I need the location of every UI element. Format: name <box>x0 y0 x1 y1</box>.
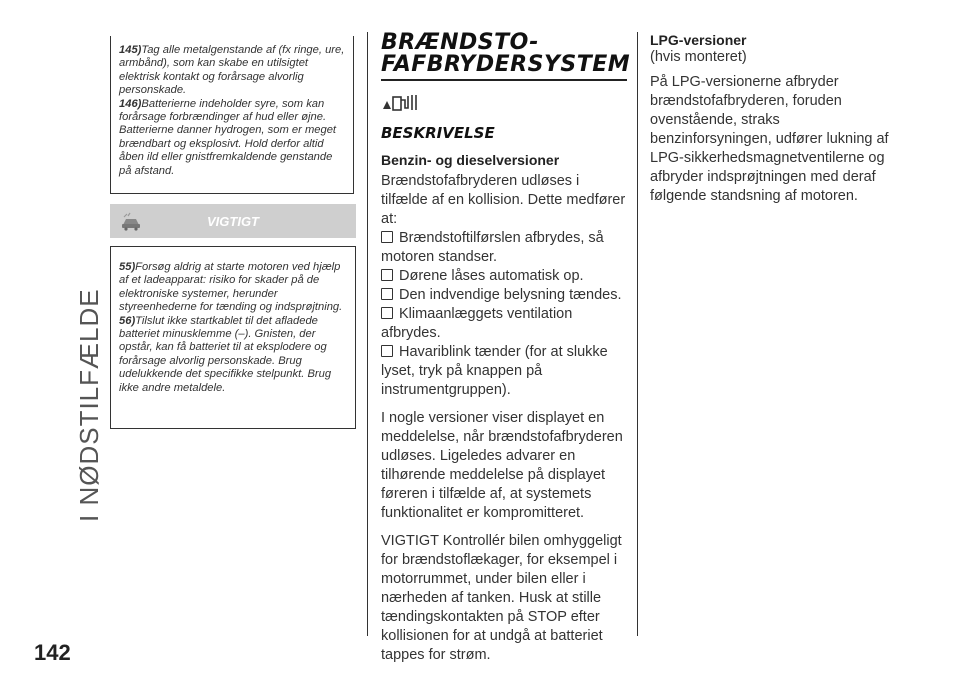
warning-header <box>110 204 356 238</box>
note-56 <box>119 315 347 395</box>
checkbox-bullet-icon <box>381 269 393 281</box>
note-text: Tag alle metalgenstande af (fx ringe, ure, armbånd), som kan skabe en utilsigtet elektrisk kontakt og forårsage alvorlig personskade. <box>119 44 345 97</box>
list-item <box>381 343 627 400</box>
list-item-text: Den indvendige belysning tændes. <box>399 287 622 303</box>
notes-box-bottom <box>110 246 356 429</box>
section-title-line2: FAFBRYDERSYSTEM <box>381 52 631 77</box>
title-rule <box>381 79 627 81</box>
note-55 <box>119 261 347 315</box>
car-warning-icon <box>120 210 142 232</box>
fuel-cutoff-symbol-icon <box>381 91 421 113</box>
note-number: 146) <box>119 97 142 110</box>
checkbox-bullet-icon <box>381 345 393 357</box>
notes-box-top <box>110 36 354 194</box>
list-item <box>381 286 627 305</box>
note-number: 145) <box>119 44 142 56</box>
list-item <box>381 305 627 343</box>
checkbox-bullet-icon <box>381 307 393 319</box>
checkbox-bullet-icon <box>381 231 393 243</box>
note-number: 55) <box>119 261 136 273</box>
note-number: 56) <box>119 314 136 327</box>
checkbox-bullet-icon <box>381 288 393 300</box>
intro-text: Brændstofafbryderen udløses i tilfælde af en kollision. Dette medfører at: <box>381 173 626 227</box>
important-paragraph: VIGTIGT Kontrollér bilen omhyggeligt for brændstoflækager, for eksempel i motorrummet, under bilen eller i nærheden af tanken. Husk at stille tændingskontakten på STOP efter kollisionen for at undgå at batteriet tappes for strøm. <box>381 533 622 663</box>
list-item-text: Klimaanlæggets ventilation afbrydes. <box>381 306 573 341</box>
subheading: Benzin- og dieselversioner <box>381 152 560 168</box>
warning-label: VIGTIGT <box>207 213 259 229</box>
lpg-column <box>650 32 900 215</box>
column-divider-2 <box>637 32 638 636</box>
lpg-title: LPG-versioner <box>650 32 747 48</box>
note-146 <box>119 98 345 178</box>
note-text: Tilslut ikke startkablet til det afladede batteriet minusklemme (–). Gnisten, der opstår, kan få batteriet til at eksplodere og forårsage alvorlig personskade. Brug udelukkende det specifikke stelpunkt. Brug ikke andre metaldele. <box>119 314 332 394</box>
section-heading: BESKRIVELSE <box>381 124 495 142</box>
fuel-cutoff-column <box>381 30 631 674</box>
list-item-text: Havariblink tænder (for at slukke lyset, tryk på knappen på instrumentgruppen). <box>381 344 608 398</box>
lpg-subtitle: (hvis monteret) <box>650 49 747 65</box>
note-text: Batterierne indeholder syre, som kan forårsage forbrændinger af hud eller øjne. Batterierne danner hydrogen, som er meget brændbart og eksplosivt. Hold derfor altid åben ild eller gnistfremkaldende genstande på afstand. <box>119 97 337 177</box>
list-item <box>381 267 627 286</box>
list-item <box>381 229 627 267</box>
section-title-line1: BRÆNDSTO- <box>381 30 539 55</box>
list-item-text: Dørene låses automatisk op. <box>399 268 584 284</box>
note-145 <box>119 44 345 98</box>
chapter-title-text: I NØDSTILFÆLDE <box>74 288 104 522</box>
display-message-paragraph: I nogle versioner viser displayet en meddelelse, når brændstofafbryderen udløses. Ligeledes advarer en tilhørende meddelelse på displayet føreren i tilfælde af, at systemets funktionalitet er kompromitteret. <box>381 410 623 521</box>
column-divider-1 <box>367 32 368 636</box>
note-text: Forsøg aldrig at starte motoren ved hjælp af et ladeapparat: risiko for skader på de elektroniske systemer, herunder styreenhederne for tænding og indsprøjtning. <box>119 261 343 314</box>
lpg-paragraph: På LPG-versionerne afbryder brændstofafbryderen, foruden ovenstående, straks benzinforsyningen, udfører lukning af LPG-sikkerhedsmagnetventilerne og afbryder indsprøjtningen med deraf følgende standsning af motoren. <box>650 74 889 204</box>
page-number: 142 <box>34 640 71 665</box>
chapter-side-title <box>46 30 104 530</box>
list-item-text: Brændstoftilførslen afbrydes, så motoren standser. <box>381 230 604 265</box>
